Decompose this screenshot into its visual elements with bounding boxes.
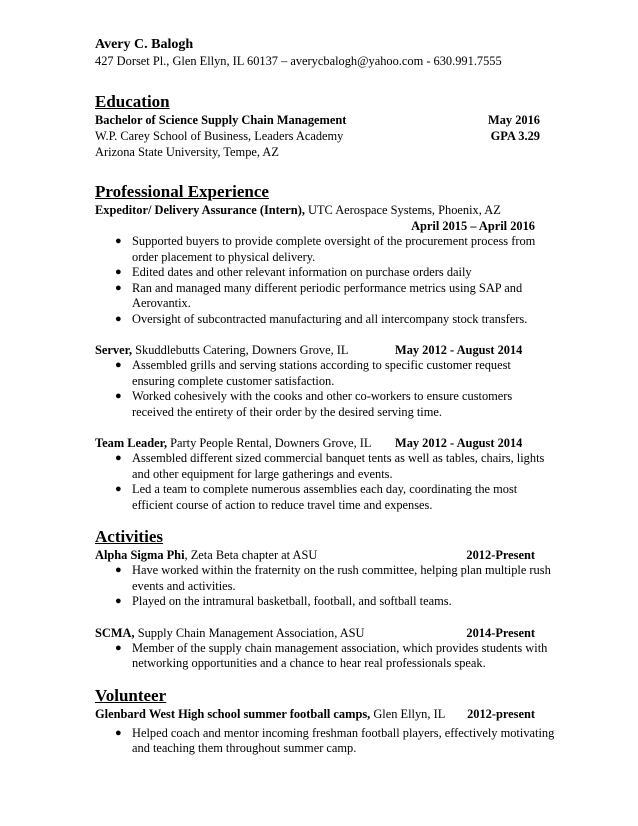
bullet-icon: ● <box>115 483 122 495</box>
job-org: Skuddlebutts Catering, Downers Grove, IL <box>132 343 349 357</box>
list-item: ● Assembled grills and serving stations according to specific customer request ensuring complete customer satisfaction. <box>115 358 511 388</box>
job-org: Party People Rental, Downers Grove, IL <box>167 436 372 450</box>
list-item: ● Led a team to complete numerous assemblies each day, coordinating the most efficient course of action to reduce travel time and expenses. <box>115 482 518 512</box>
section-heading-education: Education <box>95 92 170 111</box>
resume-page <box>95 36 555 757</box>
bullet-icon: ● <box>115 359 122 371</box>
activity-org: Supply Chain Management Association, ASU <box>134 625 365 640</box>
list-item: ● Helped coach and mentor incoming freshman football players, effectively motivating and teaching them throughout summer camp. <box>115 725 555 755</box>
list-item: ● Played on the intramural basketball, football, and softball teams. <box>115 594 452 608</box>
job-header <box>95 202 555 218</box>
gpa: GPA 3.29 <box>490 129 540 143</box>
list-item: ● Assembled different sized commercial banquet tents as well as tables, chairs, lights and other equipment for large gatherings and events. <box>115 451 545 481</box>
bullet-icon: ● <box>115 312 122 325</box>
list-item: ● Have worked within the fraternity on the rush committee, helping plan multiple rush events and activities. <box>115 563 551 593</box>
job-title: Team Leader, <box>95 436 168 450</box>
candidate-name: Avery C. Balogh <box>95 37 194 52</box>
list-item: ● Oversight of subcontracted manufacturing and all intercompany stock transfers. <box>115 311 528 326</box>
activity-org: , Zeta Beta chapter at ASU <box>184 548 318 562</box>
school: W.P. Carey School of Business, Leaders Academy <box>95 129 344 143</box>
degree: Bachelor of Science Supply Chain Management <box>95 113 347 127</box>
list-item: ● Member of the supply chain management association, which provides students with networking opportunities and a chance to hear real professionals speak. <box>115 640 548 670</box>
bullet-icon: ● <box>115 564 122 576</box>
bullet-icon: ● <box>115 235 122 247</box>
volunteer-header <box>95 706 555 722</box>
activity-header <box>95 625 555 641</box>
list-item: ● Ran and managed many different periodic performance metrics using SAP and Aerovantix. <box>115 280 523 310</box>
job-header <box>95 435 555 451</box>
bullet-icon: ● <box>115 452 122 464</box>
contact-line: 427 Dorset Pl., Glen Ellyn, IL 60137 – averycbalogh@yahoo.com - 630.991.7555 <box>95 54 502 68</box>
job-bullets <box>95 451 555 513</box>
job-bullets <box>95 234 555 327</box>
activity-bullets <box>95 641 555 672</box>
bullet-icon: ● <box>115 641 122 654</box>
job-bullets <box>95 358 555 420</box>
job-dates: April 2015 – April 2016 <box>411 219 535 233</box>
list-item: ● Worked cohesively with the cooks and other co-workers to ensure customers received the entirety of their order by the desired serving time. <box>115 389 513 419</box>
activity-title: SCMA, <box>95 625 135 640</box>
job-org: UTC Aerospace Systems, Phoenix, AZ <box>304 203 501 217</box>
activity-dates: 2012-Present <box>466 548 535 562</box>
section-heading-experience: Professional Experience <box>95 182 269 201</box>
list-item: ● Supported buyers to provide complete oversight of the procurement process from order placement to physical delivery. <box>115 234 536 264</box>
bullet-icon: ● <box>115 266 122 278</box>
section-heading-activities: Activities <box>95 527 163 546</box>
list-item: ● Edited dates and other relevant information on purchase orders daily <box>115 265 472 279</box>
job-header <box>95 342 555 358</box>
job-dates-row <box>95 218 555 234</box>
university: Arizona State University, Tempe, AZ <box>95 145 279 159</box>
job-dates: May 2012 - August 2014 <box>395 343 523 357</box>
education-degree-row <box>95 112 555 128</box>
volunteer-org: Glen Ellyn, IL <box>370 706 446 721</box>
education-school-row <box>95 128 555 144</box>
graduation-date: May 2016 <box>488 113 540 127</box>
job-title: Expeditor/ Delivery Assurance (Intern), <box>95 203 305 217</box>
volunteer-bullets <box>95 726 555 757</box>
bullet-icon: ● <box>115 595 122 607</box>
volunteer-dates: 2012-present <box>467 706 535 721</box>
activity-header <box>95 547 555 563</box>
section-heading-volunteer: Volunteer <box>95 685 167 705</box>
bullet-icon: ● <box>115 726 122 739</box>
activity-bullets <box>95 563 555 610</box>
bullet-icon: ● <box>115 281 122 294</box>
job-title: Server, <box>95 343 133 357</box>
activity-dates: 2014-Present <box>466 625 535 640</box>
bullet-icon: ● <box>115 390 122 402</box>
activity-title: Alpha Sigma Phi <box>95 548 185 562</box>
volunteer-title: Glenbard West High school summer football camps, <box>95 706 371 721</box>
job-dates: May 2012 - August 2014 <box>395 436 523 450</box>
